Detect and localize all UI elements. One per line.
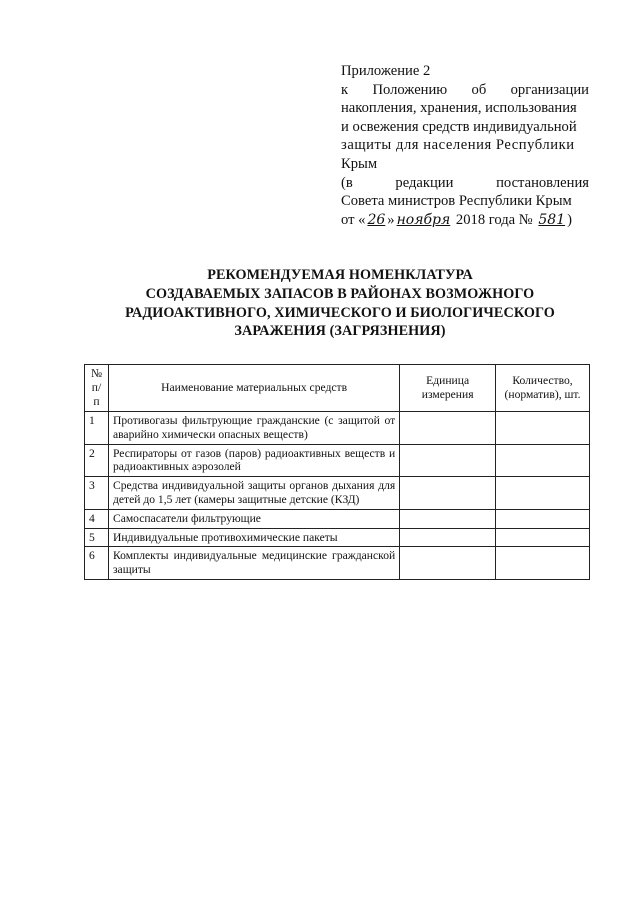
- header-name: Наименование материальных средств: [108, 365, 399, 412]
- appendix-regulation-line: [341, 81, 589, 100]
- appendix-word: об: [471, 81, 487, 98]
- row-unit: [400, 547, 496, 580]
- appendix-text-line: Совета министров Республики Крым: [341, 193, 572, 210]
- header-number: № п/п: [85, 365, 109, 412]
- row-quantity: [496, 547, 590, 580]
- title-line: РАДИОАКТИВНОГО, ХИМИЧЕСКОГО И БИОЛОГИЧЕСКОГО: [125, 304, 555, 321]
- document-title: [80, 266, 600, 341]
- row-unit: [400, 444, 496, 477]
- date-year: 2018 года №: [455, 211, 533, 228]
- row-name: Комплекты индивидуальные медицинские гражданской защиты: [108, 547, 399, 580]
- title-line: ЗАРАЖЕНИЯ (ЗАГРЯЗНЕНИЯ): [234, 323, 446, 340]
- appendix-date-line: [341, 211, 589, 230]
- handwritten-number: 581: [538, 211, 566, 228]
- appendix-text-line: Крым: [341, 155, 378, 172]
- handwritten-day: 26: [367, 211, 386, 228]
- row-number: 5: [85, 528, 109, 547]
- appendix-text-line: защиты для населения Республики: [341, 137, 575, 154]
- table-row: [85, 547, 590, 580]
- row-name: Самоспасатели фильтрующие: [108, 509, 399, 528]
- row-number: 2: [85, 444, 109, 477]
- appendix-word: к: [341, 81, 349, 98]
- appendix-word: постановления: [496, 174, 589, 191]
- handwritten-month: ноября: [396, 211, 451, 228]
- table-row: [85, 444, 590, 477]
- appendix-block: [341, 62, 589, 229]
- table-row: [85, 528, 590, 547]
- header-quantity: Количество, (норматив), шт.: [496, 365, 590, 412]
- row-unit: [400, 509, 496, 528]
- header-unit: Единица измерения: [400, 365, 496, 412]
- row-unit: [400, 477, 496, 510]
- appendix-word: Положению: [372, 81, 448, 98]
- table-row: [85, 477, 590, 510]
- appendix-text-line: накопления, хранения, использования: [341, 100, 577, 117]
- row-number: 4: [85, 509, 109, 528]
- title-line: СОЗДАВАЕМЫХ ЗАПАСОВ В РАЙОНАХ ВОЗМОЖНОГО: [145, 285, 535, 302]
- appendix-word: организации: [510, 81, 589, 98]
- row-name: Респираторы от газов (паров) радиоактивных веществ и радиоактивных аэрозолей: [108, 444, 399, 477]
- row-unit: [400, 528, 496, 547]
- row-quantity: [496, 477, 590, 510]
- row-quantity: [496, 528, 590, 547]
- row-name: Противогазы фильтрующие гражданские (с защитой от аварийно химически опасных веществ): [108, 412, 399, 445]
- table-row: [85, 509, 590, 528]
- row-number: 3: [85, 477, 109, 510]
- title-line: РЕКОМЕНДУЕМАЯ НОМЕНКЛАТУРА: [207, 267, 473, 283]
- table-row: [85, 412, 590, 445]
- row-quantity: [496, 509, 590, 528]
- appendix-edition-line: [341, 174, 589, 193]
- table-header-row: [85, 365, 590, 412]
- nomenclature-table: [84, 364, 590, 580]
- appendix-word: редакции: [395, 174, 454, 191]
- row-name: Индивидуальные противохимические пакеты: [108, 528, 399, 547]
- row-name: Средства индивидуальной защиты органов дыхания для детей до 1,5 лет (камеры защитные детские (КЗД): [108, 477, 399, 510]
- appendix-word: (в: [341, 174, 353, 191]
- row-quantity: [496, 444, 590, 477]
- date-suffix: ): [567, 211, 572, 228]
- row-unit: [400, 412, 496, 445]
- date-prefix: от «: [341, 211, 366, 228]
- date-quote: »: [387, 211, 395, 228]
- row-quantity: [496, 412, 590, 445]
- row-number: 6: [85, 547, 109, 580]
- row-number: 1: [85, 412, 109, 445]
- appendix-label: Приложение 2: [341, 63, 431, 79]
- appendix-text-line: и освежения средств индивидуальной: [341, 118, 577, 135]
